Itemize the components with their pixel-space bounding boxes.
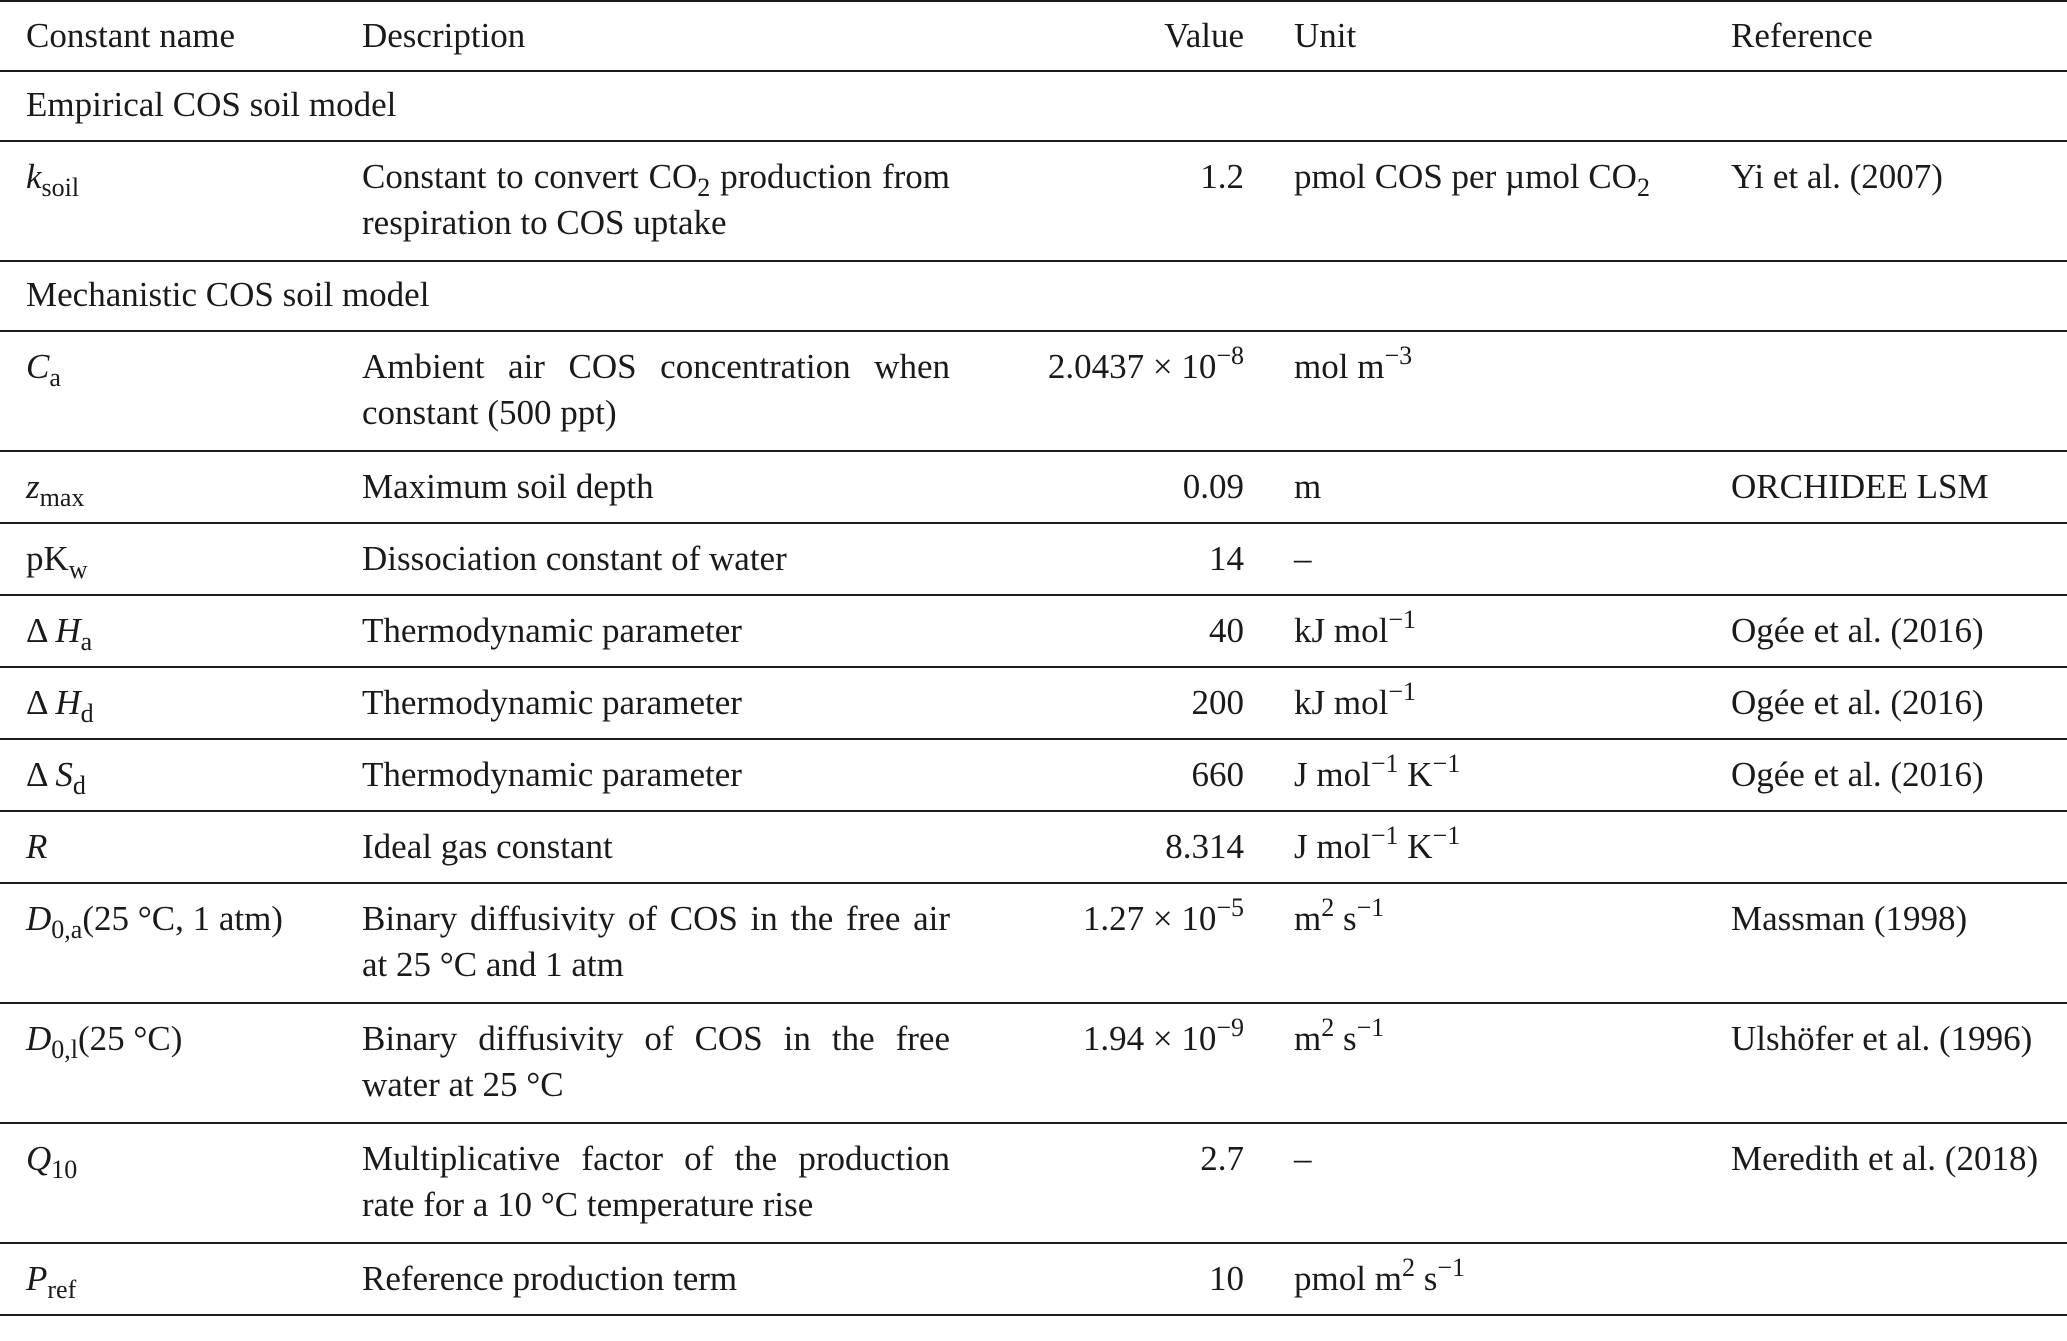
constant-description: Dissociation constant of water [362, 539, 787, 578]
table-row [0, 331, 2067, 451]
constant-symbol: $D_{0,a}(25$ °C, 1 atm) [26, 899, 283, 944]
constant-reference: Ulshöfer et al. (1996) [1731, 1019, 2033, 1058]
header-reference: Reference [1731, 16, 1873, 55]
constant-value: 660 [1191, 755, 1244, 794]
constant-unit: J mol$^{-1}$ $K^{-1}$ [1294, 821, 1461, 866]
table-row [0, 523, 2067, 595]
constant-unit: m [1294, 467, 1322, 506]
table-row [0, 811, 2067, 883]
table-row [0, 595, 2067, 667]
constant-reference: Ogée et al. (2016) [1731, 611, 1984, 650]
table-row [0, 883, 2067, 1003]
constant-value: $2.0437 \times 10^{-8}$ [1047, 341, 1244, 386]
constant-symbol: $pK_w$ [26, 539, 88, 584]
constant-description: Thermodynamic parameter [362, 755, 742, 794]
constant-value: 200 [1191, 683, 1244, 722]
constant-description: Maximum soil depth [362, 467, 654, 506]
constant-description: Constant to convert $CO_2$ production from respiration to COS uptake [362, 157, 950, 242]
constant-value: 10 [1209, 1259, 1244, 1298]
table-row [0, 451, 2067, 523]
constant-description: Thermodynamic parameter [362, 683, 742, 722]
section-row [0, 71, 2067, 141]
constant-reference [1705, 1243, 2067, 1315]
constant-reference [1705, 523, 2067, 595]
constant-unit: – [1294, 1139, 1312, 1178]
constant-unit: pmol COS per µmol $CO_2$ [1294, 157, 1650, 202]
table-row [0, 1003, 2067, 1123]
constant-symbol: $k_{soil}$ [26, 157, 80, 202]
table-row [0, 141, 2067, 261]
constant-description: Binary diffusivity of COS in the free water at 25 °C [362, 1019, 950, 1104]
constant-value: 14 [1209, 539, 1244, 578]
constant-reference: Yi et al. (2007) [1731, 157, 1943, 196]
constant-reference: Ogée et al. (2016) [1731, 683, 1984, 722]
constant-value: 2.7 [1200, 1139, 1244, 1178]
table-row [0, 667, 2067, 739]
constant-value: 1.2 [1200, 157, 1244, 196]
constant-description: Multiplicative factor of the production rate for a 10 °C temperature rise [362, 1139, 950, 1224]
constant-unit: – [1294, 539, 1312, 578]
section-row [0, 261, 2067, 331]
constant-symbol: $P_{ref}$ [26, 1259, 77, 1304]
header-row [0, 1, 2067, 71]
constant-reference: ORCHIDEE LSM [1731, 467, 1989, 506]
constant-unit: kJ mol$^{-1}$ [1294, 605, 1416, 650]
constant-symbol: $Q_{10}$ [26, 1139, 78, 1184]
constant-unit: J mol$^{-1}$ $K^{-1}$ [1294, 749, 1461, 794]
table-row [0, 1243, 2067, 1315]
constant-value: 0.09 [1182, 467, 1244, 506]
constant-symbol: $C_a$ [26, 347, 61, 392]
constant-value: $1.27 \times 10^{-5}$ [1082, 893, 1244, 938]
constant-unit: pmol $m^2$ $s^{-1}$ [1294, 1253, 1465, 1298]
constant-description: Reference production term [362, 1259, 738, 1298]
header-value: Value [1164, 16, 1244, 55]
table-row [0, 739, 2067, 811]
header-unit: Unit [1294, 16, 1357, 55]
constant-value: 40 [1209, 611, 1244, 650]
constant-value: 8.314 [1165, 827, 1244, 866]
constant-description: Ambient air COS concentration when constant (500 ppt) [362, 347, 950, 432]
constant-unit: $m^2$ $s^{-1}$ [1294, 893, 1385, 938]
constant-symbol: Δ $H_d$ [26, 683, 94, 728]
constant-description: Thermodynamic parameter [362, 611, 742, 650]
constant-reference: Ogée et al. (2016) [1731, 755, 1984, 794]
constant-unit: $m^2$ $s^{-1}$ [1294, 1013, 1385, 1058]
constant-symbol: R [26, 827, 48, 866]
constant-reference: Meredith et al. (2018) [1731, 1139, 2039, 1178]
header-description: Description [362, 16, 526, 55]
section-title: Empirical COS soil model [26, 85, 397, 124]
table-row [0, 1123, 2067, 1243]
constant-symbol: Δ $H_a$ [26, 611, 93, 656]
constant-description: Ideal gas constant [362, 827, 613, 866]
section-title: Mechanistic COS soil model [26, 275, 430, 314]
header-name: Constant name [26, 16, 235, 55]
constant-value: $1.94 \times 10^{-9}$ [1082, 1013, 1244, 1058]
constant-reference [1705, 331, 2067, 451]
constant-unit: mol $m^{-3}$ [1294, 341, 1413, 386]
constant-symbol: $z_{max}$ [26, 467, 85, 512]
constant-reference [1705, 811, 2067, 883]
constant-unit: kJ mol$^{-1}$ [1294, 677, 1416, 722]
constant-symbol: $D_{0,l}(25$ °C) [26, 1019, 183, 1064]
constant-reference: Massman (1998) [1731, 899, 1968, 938]
constant-symbol: Δ $S_d$ [26, 755, 86, 800]
constant-description: Binary diffusivity of COS in the free air at 25 °C and 1 atm [362, 899, 950, 984]
